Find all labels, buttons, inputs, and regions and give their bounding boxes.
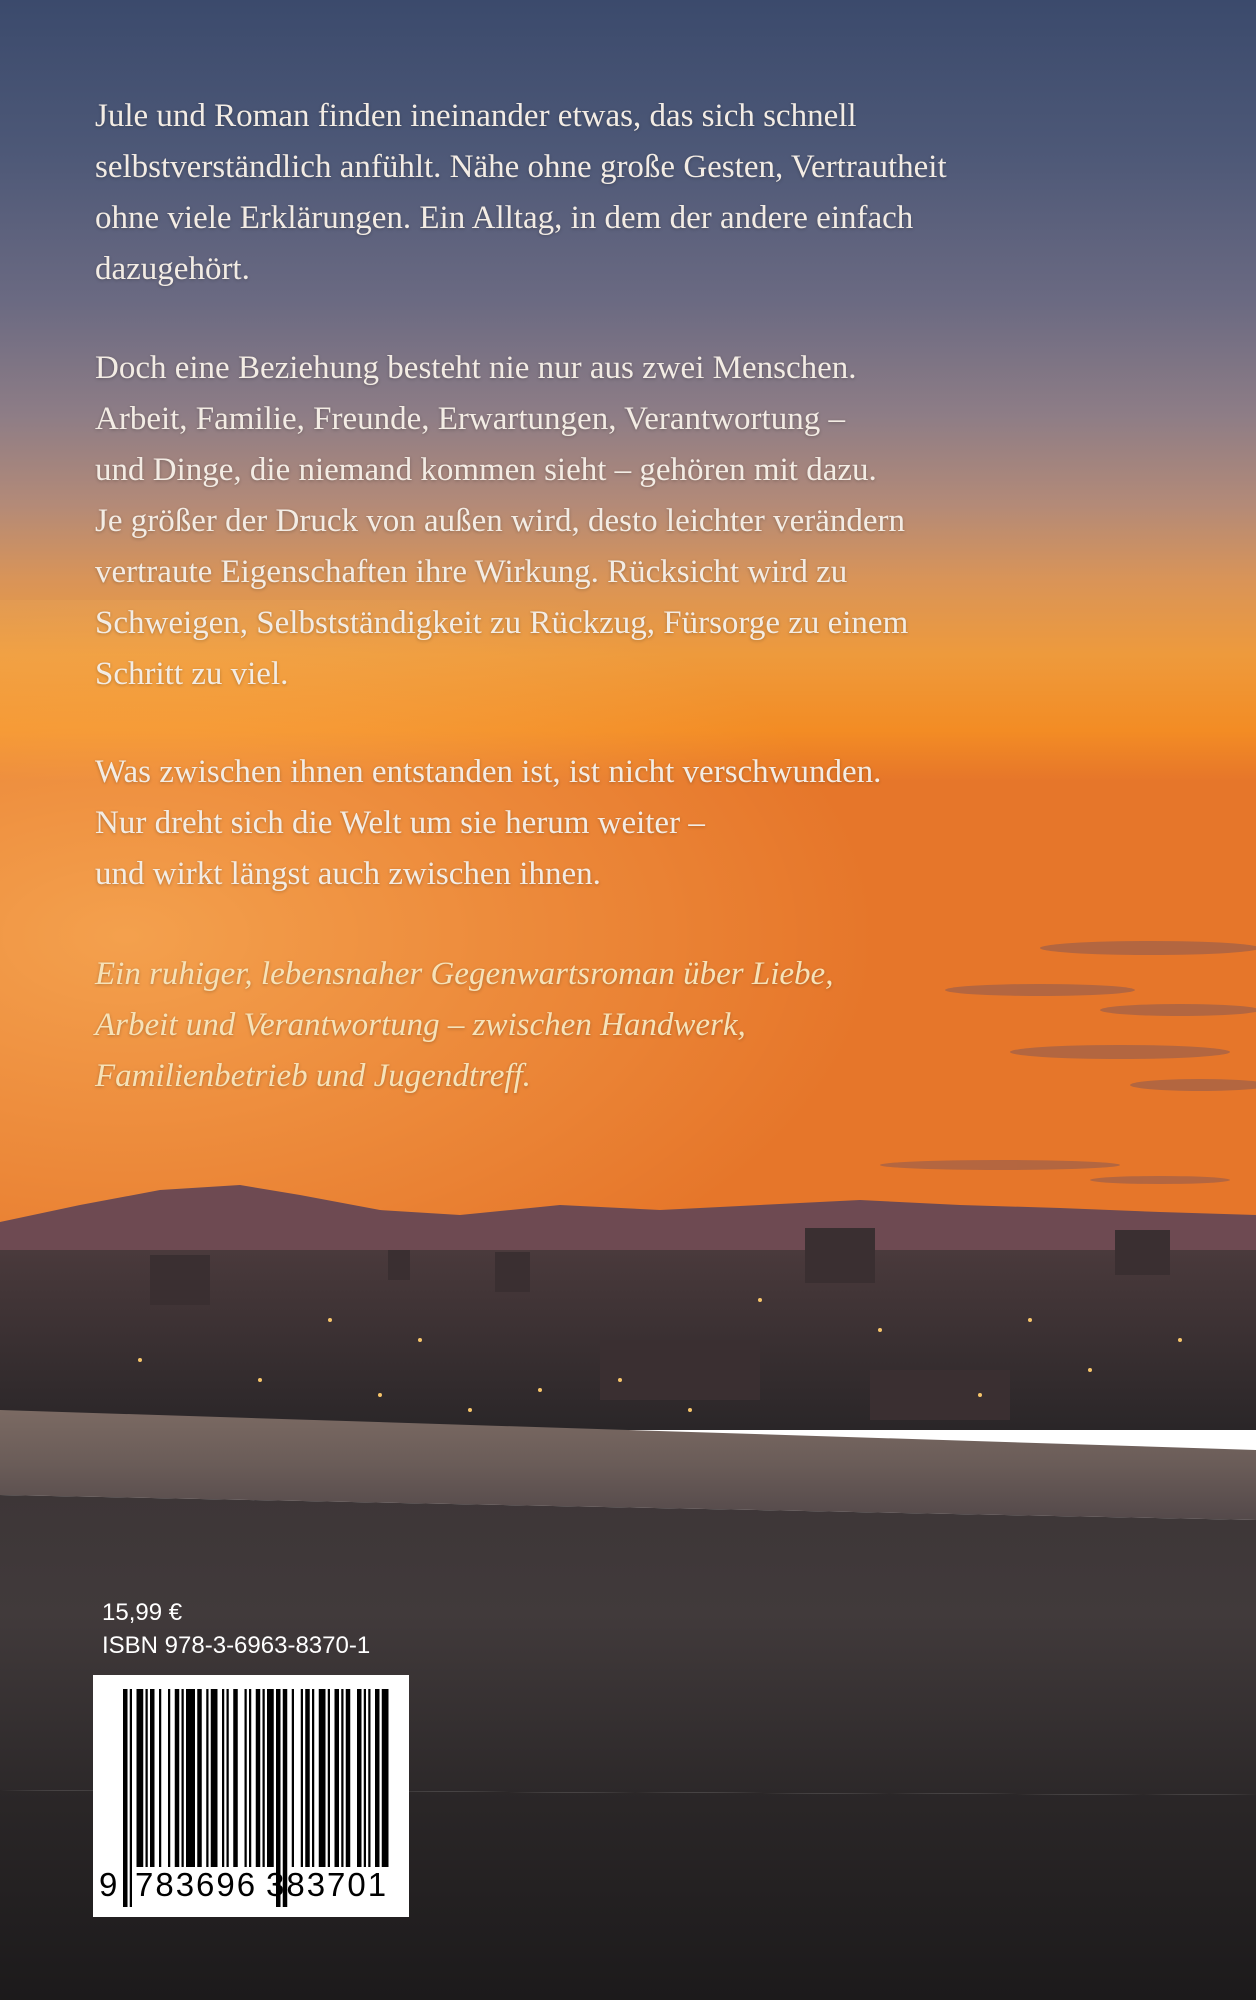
blurb-line: dazugehört.: [95, 251, 250, 287]
barcode-bar: [319, 1689, 326, 1867]
blurb-paragraph-2: [95, 343, 1055, 700]
blurb-line: Arbeit, Familie, Freunde, Erwartungen, Verantwortung –: [95, 401, 845, 437]
blurb-line: selbstverständlich anfühlt. Nähe ohne große Gesten, Vertrautheit: [95, 149, 947, 185]
barcode-bar: [137, 1689, 144, 1867]
blurb-line: Schweigen, Selbstständigkeit zu Rückzug, Fürsorge zu einem: [95, 605, 909, 641]
tagline-line: Familienbetrieb und Jugendtreff.: [95, 1058, 531, 1094]
blurb-line: und Dinge, die niemand kommen sieht – gehören mit dazu.: [95, 452, 877, 488]
barcode-digits: [93, 1865, 409, 1905]
barcode-digit-group: 383701: [266, 1866, 389, 1903]
barcode-bar: [256, 1689, 261, 1867]
blurb-line: Jule und Roman finden ineinander etwas, das sich schnell: [95, 98, 857, 134]
barcode-bar: [245, 1689, 247, 1867]
blurb-line: Was zwischen ihnen entstanden ist, ist nicht verschwunden.: [95, 754, 882, 790]
barcode-bar: [222, 1689, 224, 1867]
barcode-bar: [150, 1689, 155, 1867]
barcode-bar: [168, 1689, 170, 1867]
barcode-bar: [312, 1689, 314, 1867]
barcode-bar: [292, 1689, 294, 1867]
barcode-bar: [301, 1689, 303, 1867]
blurb-line: Nur dreht sich die Welt um sie herum weiter –: [95, 805, 705, 841]
blurb-line: vertraute Eigenschaften ihre Wirkung. Rücksicht wird zu: [95, 554, 848, 590]
barcode-bar: [368, 1689, 370, 1867]
tagline-line: Arbeit und Verantwortung – zwischen Handwerk,: [95, 1007, 746, 1043]
barcode-bar: [335, 1689, 340, 1867]
blurb-line: und wirkt längst auch zwischen ihnen.: [95, 856, 601, 892]
barcode-bar: [346, 1689, 351, 1867]
barcode-bar: [211, 1689, 218, 1867]
barcode-bar: [263, 1689, 265, 1867]
barcode-bar: [382, 1689, 389, 1867]
barcode-bar: [305, 1689, 310, 1867]
blurb-paragraph-3: [95, 747, 1055, 900]
barcode-bar: [375, 1689, 380, 1867]
barcode-bar: [175, 1689, 180, 1867]
barcode-bar: [159, 1689, 161, 1867]
blurb-line: Schritt zu viel.: [95, 656, 289, 692]
tagline-line: Ein ruhiger, lebensnaher Gegenwartsroman über Liebe,: [95, 956, 834, 992]
barcode-digit-group: 783696: [135, 1866, 258, 1903]
barcode-bar: [146, 1689, 148, 1867]
barcode-bar: [328, 1689, 330, 1867]
barcode: [93, 1675, 409, 1917]
barcode-bar: [182, 1689, 184, 1867]
blurb-paragraph-1: [95, 91, 1055, 295]
barcode-bar: [206, 1689, 208, 1867]
barcode-bar: [227, 1689, 229, 1867]
blurb-line: Doch eine Beziehung besteht nie nur aus zwei Menschen.: [95, 350, 857, 386]
barcode-digit-group: 9: [99, 1866, 118, 1903]
isbn: ISBN 978-3-6963-8370-1: [102, 1632, 371, 1659]
barcode-bar: [267, 1689, 274, 1867]
blurb-line: ohne viele Erklärungen. Ein Alltag, in dem der andere einfach: [95, 200, 914, 236]
barcode-bar: [233, 1689, 238, 1867]
barcode-bar: [186, 1689, 195, 1867]
barcode-bar: [249, 1689, 251, 1867]
barcode-bar: [197, 1689, 202, 1867]
blurb-line: Je größer der Druck von außen wird, desto leichter verändern: [95, 503, 906, 539]
barcode-bar: [341, 1689, 343, 1867]
barcode-bar: [357, 1689, 362, 1867]
tagline: [95, 949, 1055, 1102]
price: 15,99 €: [102, 1599, 183, 1626]
barcode-bar: [364, 1689, 366, 1867]
price-isbn-block: [102, 1596, 370, 1662]
